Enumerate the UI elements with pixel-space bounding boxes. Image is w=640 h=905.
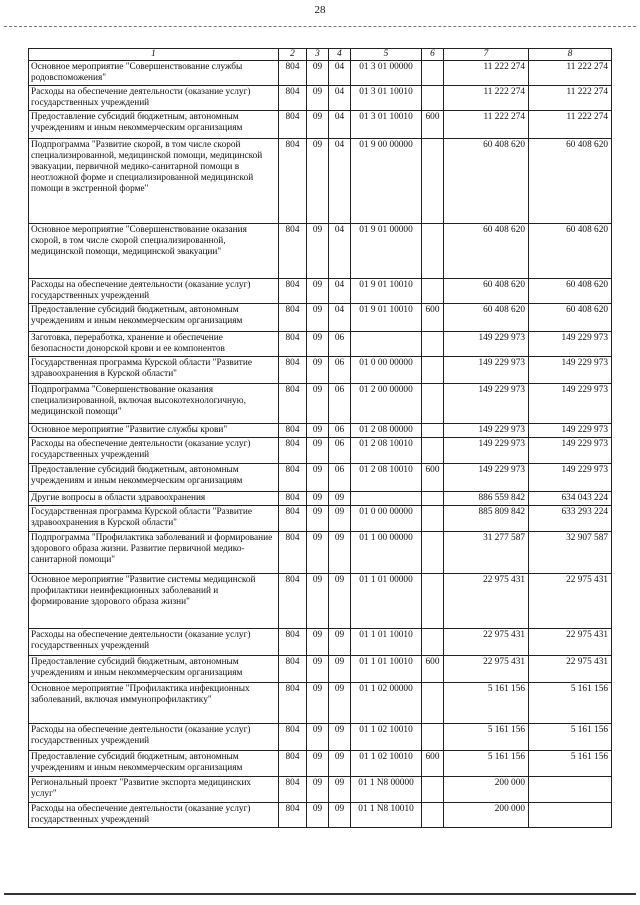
cell-subsection: 09 — [329, 803, 351, 828]
cell-section: 09 — [307, 86, 329, 111]
cell-target-article: 01 2 00 00000 — [351, 384, 422, 424]
row-description: Подпрограмма "Профилактика заболеваний и формирование здорового образа жизни. Развитие первичной медико-санитарной помощи" — [29, 532, 279, 574]
row-description: Государственная программа Курской области "Развитие здравоохранения в Курской области" — [29, 357, 279, 384]
cell-amount-year2: 149 229 973 — [529, 424, 612, 438]
table-row — [29, 279, 612, 304]
cell-amount-year2: 5 161 156 — [529, 683, 612, 724]
cell-target-article: 01 9 00 00000 — [351, 139, 422, 224]
cell-ministry: 804 — [279, 532, 307, 574]
cell-amount-year1: 60 408 620 — [444, 224, 529, 279]
cell-expense-type: 600 — [422, 656, 444, 683]
cell-target-article: 01 0 00 00000 — [351, 506, 422, 532]
row-description: Другие вопросы в области здравоохранения — [29, 492, 279, 506]
cell-subsection: 06 — [329, 332, 351, 357]
row-description: Подпрограмма "Развитие скорой, в том числе скорой специализированной, медицинской помощи, медицинской эвакуации, первичной медико-санитарной помощи в неотложной форме и специализированной медицинской помощи в экстренной форме" — [29, 139, 279, 224]
table-row — [29, 224, 612, 279]
cell-section: 09 — [307, 111, 329, 139]
cell-expense-type: 600 — [422, 111, 444, 139]
cell-amount-year2: 5 161 156 — [529, 724, 612, 751]
cell-target-article: 01 1 00 00000 — [351, 532, 422, 574]
cell-amount-year2: 149 229 973 — [529, 438, 612, 464]
cell-subsection: 09 — [329, 683, 351, 724]
cell-ministry: 804 — [279, 332, 307, 357]
cell-amount-year2: 60 408 620 — [529, 139, 612, 224]
cell-amount-year1: 60 408 620 — [444, 139, 529, 224]
page-top-rule — [4, 26, 636, 27]
cell-subsection: 04 — [329, 61, 351, 86]
cell-amount-year2: 11 222 274 — [529, 86, 612, 111]
cell-amount-year1: 885 809 842 — [444, 506, 529, 532]
cell-amount-year1: 5 161 156 — [444, 751, 529, 777]
cell-section: 09 — [307, 532, 329, 574]
cell-amount-year2: 5 161 156 — [529, 751, 612, 777]
cell-ministry: 804 — [279, 86, 307, 111]
cell-target-article: 01 9 01 10010 — [351, 304, 422, 332]
table-row — [29, 86, 612, 111]
cell-amount-year2: 22 975 431 — [529, 656, 612, 683]
cell-subsection: 09 — [329, 751, 351, 777]
cell-amount-year2: 633 293 224 — [529, 506, 612, 532]
cell-ministry: 804 — [279, 777, 307, 803]
table-row — [29, 424, 612, 438]
cell-target-article: 01 1 01 10010 — [351, 656, 422, 683]
table-row — [29, 803, 612, 828]
cell-target-article: 01 2 08 10010 — [351, 464, 422, 492]
row-description: Расходы на обеспечение деятельности (оказание услуг) государственных учреждений — [29, 629, 279, 656]
cell-amount-year1: 149 229 973 — [444, 464, 529, 492]
col-header: 2 — [279, 49, 307, 61]
row-description: Предоставление субсидий бюджетным, автономным учреждениям и иным некоммерческим организациям — [29, 751, 279, 777]
cell-section: 09 — [307, 656, 329, 683]
row-description: Основное мероприятие "Профилактика инфекционных заболеваний, включая иммунопрофилактику" — [29, 683, 279, 724]
cell-amount-year2: 60 408 620 — [529, 224, 612, 279]
cell-expense-type — [422, 492, 444, 506]
cell-subsection: 09 — [329, 724, 351, 751]
cell-section: 09 — [307, 438, 329, 464]
cell-amount-year2 — [529, 803, 612, 828]
cell-expense-type — [422, 803, 444, 828]
cell-target-article: 01 0 00 00000 — [351, 357, 422, 384]
cell-ministry: 804 — [279, 424, 307, 438]
cell-subsection: 04 — [329, 224, 351, 279]
cell-expense-type — [422, 532, 444, 574]
cell-target-article: 01 2 08 10010 — [351, 438, 422, 464]
table-row — [29, 332, 612, 357]
cell-expense-type — [422, 61, 444, 86]
cell-amount-year1: 5 161 156 — [444, 724, 529, 751]
cell-ministry: 804 — [279, 111, 307, 139]
cell-expense-type — [422, 629, 444, 656]
table-row — [29, 506, 612, 532]
cell-amount-year1: 149 229 973 — [444, 424, 529, 438]
cell-ministry: 804 — [279, 384, 307, 424]
cell-ministry: 804 — [279, 803, 307, 828]
cell-ministry: 804 — [279, 656, 307, 683]
cell-amount-year2: 22 975 431 — [529, 629, 612, 656]
header-row — [29, 49, 612, 61]
cell-section: 09 — [307, 224, 329, 279]
cell-section: 09 — [307, 724, 329, 751]
table-row — [29, 438, 612, 464]
cell-subsection: 09 — [329, 492, 351, 506]
row-description: Государственная программа Курской области "Развитие здравоохранения в Курской области" — [29, 506, 279, 532]
cell-amount-year2 — [529, 777, 612, 803]
cell-ministry: 804 — [279, 61, 307, 86]
cell-subsection: 04 — [329, 111, 351, 139]
cell-section: 09 — [307, 777, 329, 803]
table-row — [29, 629, 612, 656]
cell-target-article: 01 9 01 00000 — [351, 224, 422, 279]
cell-amount-year1: 22 975 431 — [444, 574, 529, 629]
cell-target-article: 01 1 01 10010 — [351, 629, 422, 656]
table-row — [29, 357, 612, 384]
cell-expense-type — [422, 574, 444, 629]
col-header: 3 — [307, 49, 329, 61]
cell-amount-year1: 5 161 156 — [444, 683, 529, 724]
cell-ministry: 804 — [279, 683, 307, 724]
cell-amount-year2: 60 408 620 — [529, 279, 612, 304]
row-description: Расходы на обеспечение деятельности (оказание услуг) государственных учреждений — [29, 803, 279, 828]
cell-subsection: 09 — [329, 506, 351, 532]
cell-expense-type — [422, 139, 444, 224]
cell-ministry: 804 — [279, 724, 307, 751]
page-number: 28 — [314, 4, 326, 16]
cell-section: 09 — [307, 464, 329, 492]
cell-expense-type — [422, 224, 444, 279]
cell-target-article: 01 9 01 10010 — [351, 279, 422, 304]
cell-amount-year1: 149 229 973 — [444, 357, 529, 384]
row-description: Предоставление субсидий бюджетным, автономным учреждениям и иным некоммерческим организациям — [29, 111, 279, 139]
cell-section: 09 — [307, 506, 329, 532]
table-row — [29, 777, 612, 803]
cell-target-article: 01 2 08 00000 — [351, 424, 422, 438]
cell-ministry: 804 — [279, 224, 307, 279]
cell-subsection: 06 — [329, 464, 351, 492]
cell-target-article: 01 1 02 00000 — [351, 683, 422, 724]
col-header: 8 — [529, 49, 612, 61]
cell-amount-year2: 149 229 973 — [529, 332, 612, 357]
cell-amount-year2: 149 229 973 — [529, 464, 612, 492]
cell-section: 09 — [307, 492, 329, 506]
row-description: Предоставление субсидий бюджетным, автономным учреждениям и иным некоммерческим организациям — [29, 304, 279, 332]
cell-ministry: 804 — [279, 629, 307, 656]
cell-ministry: 804 — [279, 139, 307, 224]
cell-section: 09 — [307, 139, 329, 224]
cell-amount-year1: 60 408 620 — [444, 279, 529, 304]
cell-amount-year1: 60 408 620 — [444, 304, 529, 332]
cell-target-article: 01 3 01 10010 — [351, 111, 422, 139]
table-row — [29, 724, 612, 751]
cell-section: 09 — [307, 574, 329, 629]
col-header: 5 — [351, 49, 422, 61]
cell-subsection: 09 — [329, 629, 351, 656]
cell-ministry: 804 — [279, 506, 307, 532]
cell-subsection: 04 — [329, 139, 351, 224]
table-row — [29, 111, 612, 139]
cell-target-article: 01 1 01 00000 — [351, 574, 422, 629]
cell-amount-year1: 11 222 274 — [444, 111, 529, 139]
cell-amount-year2: 149 229 973 — [529, 357, 612, 384]
cell-target-article: 01 1 02 10010 — [351, 724, 422, 751]
cell-amount-year2: 22 975 431 — [529, 574, 612, 629]
col-header: 7 — [444, 49, 529, 61]
table-row — [29, 574, 612, 629]
cell-amount-year1: 22 975 431 — [444, 629, 529, 656]
cell-target-article — [351, 492, 422, 506]
cell-amount-year1: 31 277 587 — [444, 532, 529, 574]
cell-amount-year1: 200 000 — [444, 777, 529, 803]
cell-ministry: 804 — [279, 464, 307, 492]
table-row — [29, 656, 612, 683]
cell-subsection: 09 — [329, 656, 351, 683]
col-header: 6 — [422, 49, 444, 61]
cell-amount-year1: 149 229 973 — [444, 384, 529, 424]
row-description: Предоставление субсидий бюджетным, автономным учреждениям и иным некоммерческим организациям — [29, 464, 279, 492]
row-description: Заготовка, переработка, хранение и обеспечение безопасности донорской крови и ее компонентов — [29, 332, 279, 357]
budget-table — [28, 48, 612, 828]
cell-ministry: 804 — [279, 751, 307, 777]
cell-target-article — [351, 332, 422, 357]
cell-target-article: 01 1 N8 00000 — [351, 777, 422, 803]
cell-target-article: 01 1 N8 10010 — [351, 803, 422, 828]
table-row — [29, 532, 612, 574]
cell-section: 09 — [307, 803, 329, 828]
cell-expense-type: 600 — [422, 751, 444, 777]
cell-subsection: 06 — [329, 424, 351, 438]
cell-amount-year2: 149 229 973 — [529, 384, 612, 424]
cell-expense-type: 600 — [422, 304, 444, 332]
cell-expense-type — [422, 506, 444, 532]
cell-expense-type: 600 — [422, 464, 444, 492]
table-row — [29, 384, 612, 424]
cell-subsection: 06 — [329, 357, 351, 384]
row-description: Предоставление субсидий бюджетным, автономным учреждениям и иным некоммерческим организациям — [29, 656, 279, 683]
cell-amount-year1: 149 229 973 — [444, 332, 529, 357]
table-row — [29, 464, 612, 492]
cell-ministry: 804 — [279, 357, 307, 384]
table-row — [29, 139, 612, 224]
row-description: Основное мероприятие "Совершенствование оказания скорой, в том числе скорой специализированной, медицинской помощи, медицинской эвакуации" — [29, 224, 279, 279]
cell-subsection: 09 — [329, 574, 351, 629]
col-header: 1 — [29, 49, 279, 61]
table-row — [29, 683, 612, 724]
cell-section: 09 — [307, 332, 329, 357]
row-description: Основное мероприятие "Развитие службы крови" — [29, 424, 279, 438]
table-row — [29, 61, 612, 86]
cell-expense-type — [422, 424, 444, 438]
cell-section: 09 — [307, 61, 329, 86]
cell-section: 09 — [307, 384, 329, 424]
row-description: Основное мероприятие "Развитие системы медицинской профилактики неинфекционных заболеваний и формирование здорового образа жизни" — [29, 574, 279, 629]
cell-expense-type — [422, 86, 444, 111]
cell-amount-year2: 11 222 274 — [529, 61, 612, 86]
cell-subsection: 09 — [329, 777, 351, 803]
cell-expense-type — [422, 777, 444, 803]
cell-target-article: 01 3 01 00000 — [351, 61, 422, 86]
row-description: Основное мероприятие "Совершенствование службы родовспоможения" — [29, 61, 279, 86]
page-bottom-rule — [4, 893, 636, 895]
cell-ministry: 804 — [279, 438, 307, 464]
cell-ministry: 804 — [279, 304, 307, 332]
cell-expense-type — [422, 332, 444, 357]
cell-section: 09 — [307, 304, 329, 332]
cell-amount-year2: 11 222 274 — [529, 111, 612, 139]
cell-subsection: 06 — [329, 384, 351, 424]
cell-amount-year1: 886 559 842 — [444, 492, 529, 506]
cell-section: 09 — [307, 629, 329, 656]
cell-expense-type — [422, 438, 444, 464]
cell-amount-year1: 149 229 973 — [444, 438, 529, 464]
cell-amount-year2: 634 043 224 — [529, 492, 612, 506]
cell-section: 09 — [307, 279, 329, 304]
cell-section: 09 — [307, 357, 329, 384]
cell-target-article: 01 3 01 10010 — [351, 86, 422, 111]
row-description: Расходы на обеспечение деятельности (оказание услуг) государственных учреждений — [29, 438, 279, 464]
cell-section: 09 — [307, 751, 329, 777]
cell-subsection: 04 — [329, 86, 351, 111]
cell-subsection: 06 — [329, 438, 351, 464]
cell-amount-year2: 60 408 620 — [529, 304, 612, 332]
table-row — [29, 492, 612, 506]
cell-expense-type — [422, 683, 444, 724]
cell-ministry: 804 — [279, 492, 307, 506]
cell-ministry: 804 — [279, 574, 307, 629]
cell-expense-type — [422, 724, 444, 751]
cell-amount-year1: 11 222 274 — [444, 86, 529, 111]
cell-expense-type — [422, 279, 444, 304]
cell-expense-type — [422, 384, 444, 424]
cell-subsection: 04 — [329, 279, 351, 304]
row-description: Подпрограмма "Совершенствование оказания специализированной, включая высокотехнологичную, медицинской помощи" — [29, 384, 279, 424]
cell-ministry: 804 — [279, 279, 307, 304]
row-description: Региональный проект "Развитие экспорта медицинских услуг" — [29, 777, 279, 803]
row-description: Расходы на обеспечение деятельности (оказание услуг) государственных учреждений — [29, 86, 279, 111]
cell-expense-type — [422, 357, 444, 384]
cell-amount-year1: 200 000 — [444, 803, 529, 828]
row-description: Расходы на обеспечение деятельности (оказание услуг) государственных учреждений — [29, 724, 279, 751]
cell-target-article: 01 1 02 10010 — [351, 751, 422, 777]
cell-amount-year1: 11 222 274 — [444, 61, 529, 86]
cell-amount-year1: 22 975 431 — [444, 656, 529, 683]
cell-subsection: 04 — [329, 304, 351, 332]
col-header: 4 — [329, 49, 351, 61]
row-description: Расходы на обеспечение деятельности (оказание услуг) государственных учреждений — [29, 279, 279, 304]
cell-section: 09 — [307, 424, 329, 438]
table-row — [29, 751, 612, 777]
cell-subsection: 09 — [329, 532, 351, 574]
cell-amount-year2: 32 907 587 — [529, 532, 612, 574]
cell-section: 09 — [307, 683, 329, 724]
table-row — [29, 304, 612, 332]
